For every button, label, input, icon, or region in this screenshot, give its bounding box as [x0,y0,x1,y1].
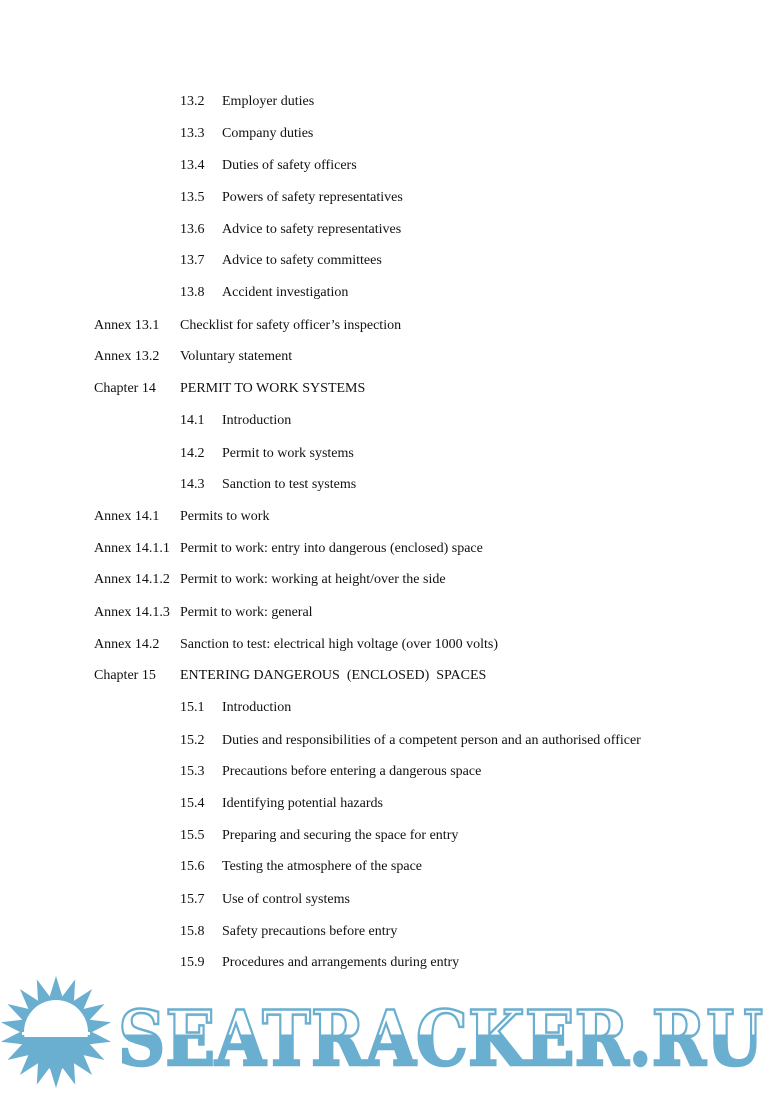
toc-entry [0,92,775,112]
entry-label: Annex 13.1 [94,318,160,333]
section-number: 13.3 [180,126,205,141]
toc-entry [0,379,775,399]
sun-icon [1,976,111,1088]
section-title: Permit to work systems [222,446,354,461]
entry-title: Sanction to test: electrical high voltage (over 1000 volts) [180,637,499,652]
toc-entry [0,411,775,431]
section-number: 15.4 [180,796,205,811]
section-number: 13.4 [180,158,205,173]
toc-entry [0,922,775,942]
section-title: Company duties [222,126,314,141]
section-number: 13.8 [180,285,205,300]
entry-title: PERMIT TO WORK SYSTEMS [180,381,366,396]
toc-entry [0,794,775,814]
entry-title: ENTERING DANGEROUS (ENCLOSED) SPACES [180,668,487,683]
toc-entry [0,603,775,623]
section-number: 15.3 [180,764,205,779]
toc-entry [0,762,775,782]
section-number: 15.5 [180,828,205,843]
toc-entry [0,124,775,144]
toc-entry [0,444,775,464]
toc-entry [0,570,775,590]
section-number: 13.2 [180,94,205,109]
toc-entry [0,475,775,495]
entry-title: Permits to work [180,509,270,524]
toc-entry [0,890,775,910]
section-number: 15.9 [180,955,205,970]
section-number: 14.2 [180,446,205,461]
toc-entry [0,698,775,718]
watermark-graphic [0,975,775,1095]
section-title: Employer duties [222,94,315,109]
section-title: Testing the atmosphere of the space [222,859,423,874]
section-title: Introduction [222,700,292,715]
entry-label: Annex 14.1.3 [94,605,170,620]
section-number: 14.3 [180,477,205,492]
toc-entry [0,953,775,973]
entry-label: Annex 14.1.2 [94,572,170,587]
entry-label: Annex 14.1.1 [94,541,170,556]
section-title: Precautions before entering a dangerous space [222,764,482,779]
toc-entry [0,156,775,176]
entry-label: Chapter 15 [94,668,156,683]
section-title: Introduction [222,413,292,428]
section-number: 15.1 [180,700,205,715]
section-number: 13.7 [180,253,205,268]
entry-label: Chapter 14 [94,381,156,396]
section-number: 15.8 [180,924,205,939]
toc-entry [0,826,775,846]
section-title: Procedures and arrangements during entry [222,955,460,970]
entry-label: Annex 14.2 [94,637,160,652]
section-title: Accident investigation [222,285,349,300]
section-title: Duties of safety officers [222,158,357,173]
toc-entry [0,316,775,336]
toc-entry [0,347,775,367]
toc-entry [0,857,775,877]
toc-entry [0,507,775,527]
toc-entry [0,539,775,559]
toc-entry [0,188,775,208]
section-number: 15.2 [180,733,205,748]
toc-entry [0,635,775,655]
entry-title: Voluntary statement [180,349,293,364]
watermark-text: SEATRACKER.RU [118,994,763,1083]
section-title: Safety precautions before entry [222,924,398,939]
section-title: Advice to safety committees [222,253,382,268]
watermark [0,975,775,1095]
section-title: Duties and responsibilities of a competent person and an authorised officer [222,733,641,748]
entry-label: Annex 14.1 [94,509,160,524]
section-title: Use of control systems [222,892,350,907]
entry-title: Checklist for safety officer’s inspection [180,318,402,333]
entry-title: Permit to work: working at height/over the side [180,572,446,587]
toc-entry [0,731,775,751]
section-number: 15.6 [180,859,205,874]
section-title: Identifying potential hazards [222,796,383,811]
toc-entry [0,251,775,271]
section-number: 15.7 [180,892,205,907]
section-title: Preparing and securing the space for entry [222,828,459,843]
section-number: 13.5 [180,190,205,205]
section-title: Advice to safety representatives [222,222,402,237]
section-title: Powers of safety representatives [222,190,403,205]
section-number: 13.6 [180,222,205,237]
toc-entry [0,283,775,303]
entry-label: Annex 13.2 [94,349,160,364]
toc-entry [0,666,775,686]
section-number: 14.1 [180,413,205,428]
entry-title: Permit to work: entry into dangerous (enclosed) space [180,541,483,556]
toc-entry [0,220,775,240]
entry-title: Permit to work: general [180,605,313,620]
section-title: Sanction to test systems [222,477,357,492]
